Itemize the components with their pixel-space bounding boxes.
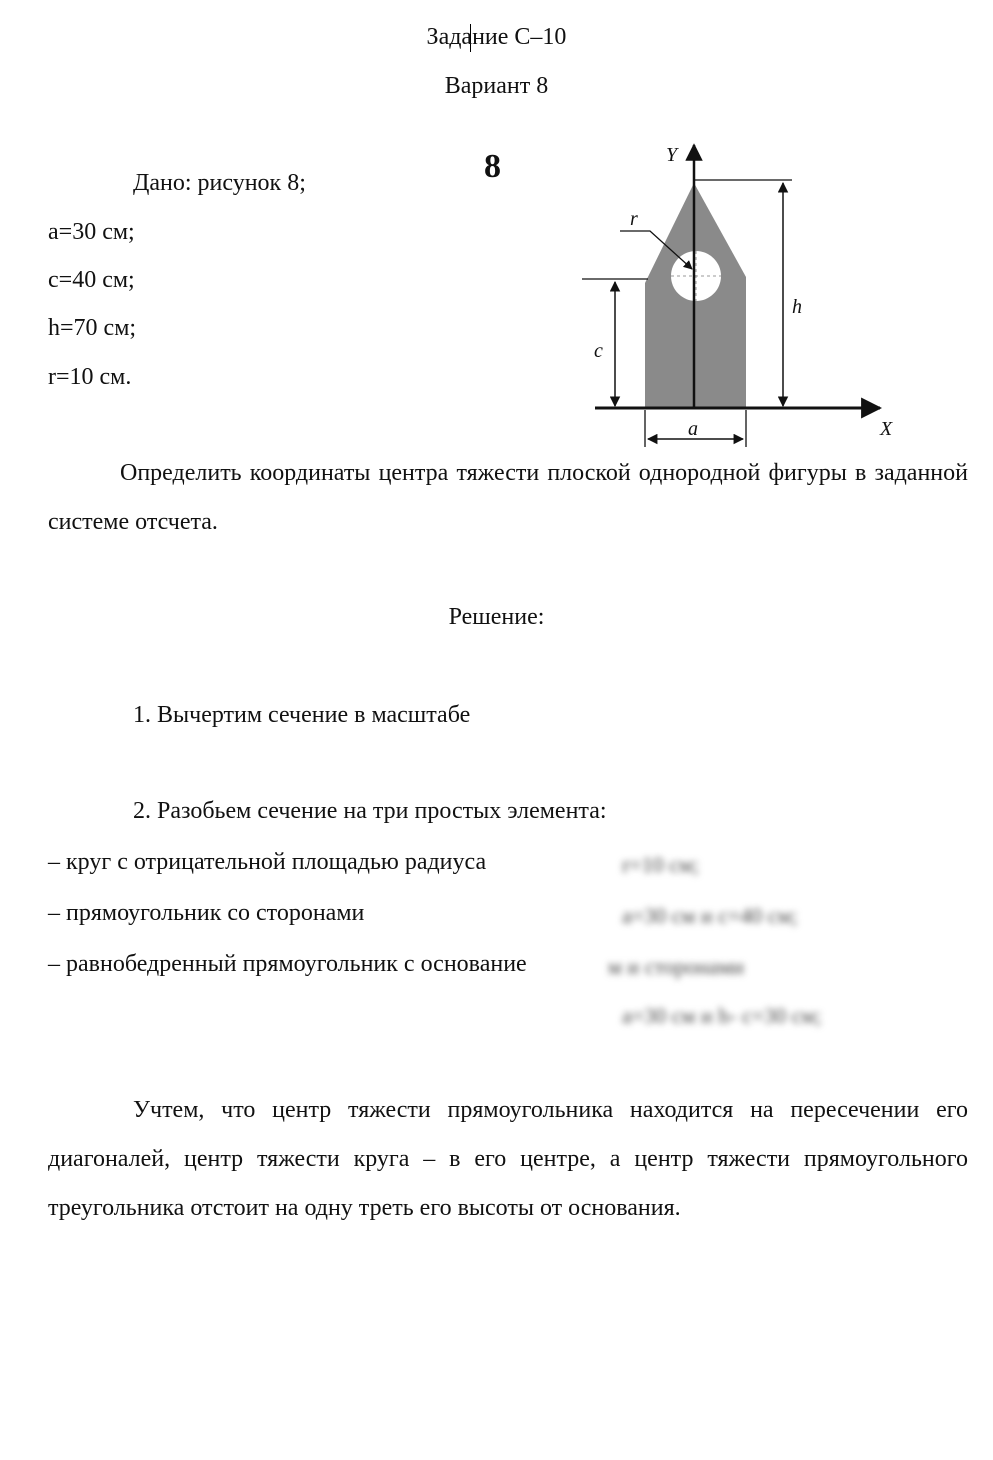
figure-number: 8 — [484, 148, 501, 185]
item-triangle-value: м и сторонами — [608, 954, 745, 979]
given-a: a=30 см; — [48, 219, 135, 245]
label-y: Y — [666, 144, 678, 166]
given-h: h=70 см; — [48, 315, 137, 341]
figure-diagram — [470, 135, 900, 450]
item-circle-value: r=10 см; — [622, 852, 700, 877]
label-h: h — [792, 296, 802, 318]
variant-title: Вариант 8 — [444, 73, 549, 99]
given-figure: Дано: рисунок 8; — [133, 170, 306, 196]
item-triangle: – равнобедренный прямоугольник с основание — [48, 951, 527, 977]
problem-statement: Определить координаты центра тяжести плоской однородной фигуры в заданной системе отсчета. — [48, 460, 968, 535]
label-x: X — [880, 418, 893, 440]
step-1: 1. Вычертим сечение в масштабе — [133, 702, 471, 728]
step-2: 2. Разобьем сечение на три простых элемента: — [133, 798, 607, 824]
centroid-note: Учтем, что центр тяжести прямоугольника находится на пересечении его диагоналей, центр тяжести круга – в его центре, а центр тяжести прямоугольного треугольника отстоит на одну треть его высоты от основания. — [48, 1097, 968, 1221]
given-r: r=10 см. — [48, 364, 132, 390]
label-r: r — [630, 208, 638, 230]
item-rectangle: – прямоугольник со сторонами — [48, 900, 365, 926]
label-a: a — [688, 418, 698, 440]
item-rectangle-value: a=30 см и c=40 см; — [622, 903, 798, 928]
item-circle: – круг с отрицательной площадью радиуса — [48, 849, 487, 875]
given-c: c=40 см; — [48, 267, 135, 293]
item-triangle-value-2: a=30 см и h- c=30 см; — [622, 1003, 822, 1028]
task-title: Задание С–10 — [426, 24, 567, 50]
label-c: c — [594, 340, 603, 362]
solution-title: Решение: — [448, 604, 545, 630]
